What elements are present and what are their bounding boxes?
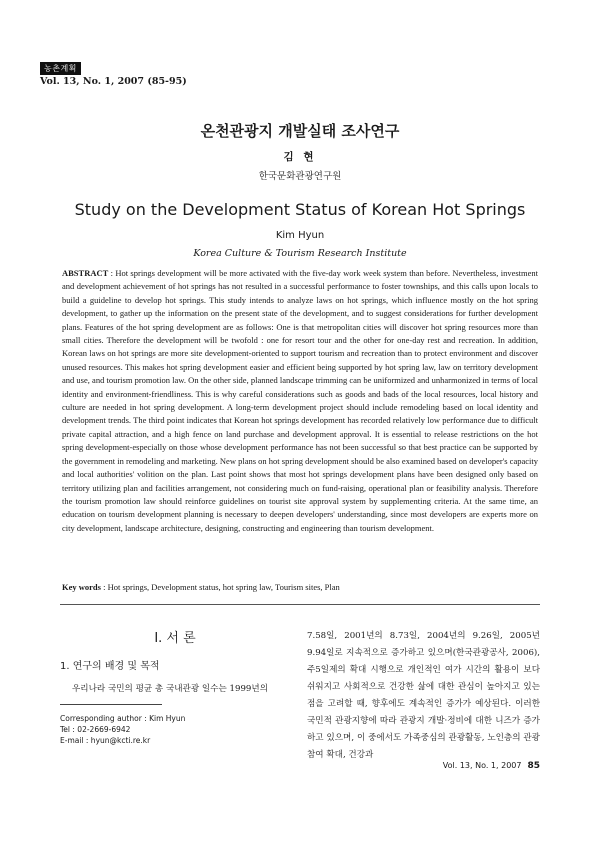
footnote-email: E-mail : hyun@kcti.re.kr [60, 736, 151, 745]
abstract-label: ABSTRACT [62, 268, 109, 278]
footnote [60, 713, 185, 746]
section-title: I. 서 론 [154, 631, 196, 646]
body-text-right: 7.58일, 2001년의 8.73일, 2004년의 9.26일, 2005년 9.94일로 지속적으로 증가하고 있으며(한국관광공사, 2006), 주5일제의 확대 시행으로 개인적인 여가 시간의 활용이 보다 쉬워지고 사회적으로 건강한 삶에 대한 관심이 높아지고 있는 점을 고려할 때, 향후에도 계속적인 증가가 예상된다. 이러한 국민적 관광지향에 따라 관광지 개발·정비에 대한 니즈가 증가하고 있으며, 이 중에서도 가족중심의 관광활동, 노인층의 관광참여 확대, 건강과 [307, 631, 540, 760]
english-affiliation: Korea Culture & Tourism Research Institute [193, 248, 407, 259]
keywords-text: : Hot springs, Development status, hot spring law, Tourism sites, Plan [103, 582, 340, 592]
footnote-author: Corresponding author : Kim Hyun [60, 714, 186, 723]
footnote-divider [60, 704, 162, 705]
keywords [62, 582, 538, 592]
journal-badge: 농촌계획 [40, 62, 81, 75]
abstract-text: : Hot springs development will be more activated with the five-day work week system than before. Nevertheless, investment and development achievement of hot springs has not resulted in a successful performance to foster townships, and this calls upon locals to build a guideline to develop hot springs. This study intends to analyze laws on hot springs, which influence mostly on the hot spring development, to gather up the information on the present state of the development, and to suggest considerations for further development plans. Features of the hot spring development are as follows: One is that metropolitan cities will discover hot spring resources more than small cities. Therefore the development will be twofold : one for resort tour and the other for one-day rest and recreation. In addition, Korean laws on hot springs are more site development-oriented to support tourism and recreation than to protect environment and discover unused resources. This makes hot spring development easier and efficient being supported by hot spring law, law on territory development and use, and tourism promotion law. On the other side, planned landscape trimming can be uniformized and unharmonized in terms of local identity and environment-friendliness. This is why careful considerations such as goods and bads of the local resources, local history and culture are needed in hot spring development. A long-term development project should include remodeling based on local identity and development trends. The third point indicates that Korean hot springs development has recorded relatively low performance due to difficult private capital attraction, and a high fence on land purchase and development approval. It is essential to release restrictions on the hot spring development-especially on those whose development performance has not been successful so that best practice can be supported by the government in remodeling and marketing. New plans on hot spring development should be also examined based on developer's capacity and local authorities' volition on the plan. Last point shows that most hot springs development plans have been designed only based on territory utilizing plan and facilities arrangement, not considering much on fund-raising, operational plan or feasibility analysis. Therefore the tourism promotion law should reinforce guidelines on tourist site approval system by supplementing criteria. At the same time, an education on tourism development planning is necessary to deepen developers' understanding, since most developers are experts more on city development, landscape architecture, designing, constructing and engineering than tourism development. [62, 268, 539, 533]
keywords-label: Key words [62, 582, 101, 592]
subsection-title: 1. 연구의 배경 및 목적 [60, 661, 160, 672]
body-text-left: 우리나라 국민의 평균 총 국내관광 일수는 1999년의 [72, 684, 268, 694]
page-number: 85 [527, 761, 540, 771]
page-footer [420, 761, 540, 771]
abstract [62, 267, 538, 535]
korean-author: 김 현 [283, 151, 317, 163]
footer-volume: Vol. 13, No. 1, 2007 [442, 761, 522, 770]
volume-info: Vol. 13, No. 1, 2007 (85-95) [40, 76, 187, 87]
korean-affiliation: 한국문화관광연구원 [258, 171, 342, 182]
english-author: Kim Hyun [275, 230, 325, 241]
section-divider [60, 604, 540, 605]
english-title: Study on the Development Status of Korean Hot Springs [74, 200, 526, 219]
footnote-tel: Tel : 02-2669-6942 [60, 725, 131, 734]
korean-title: 온천관광지 개발실태 조사연구 [200, 122, 400, 140]
